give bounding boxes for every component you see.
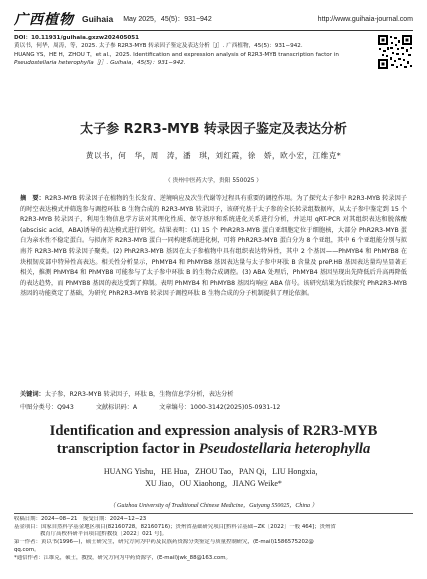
doi[interactable]: DOI：10.11931/guihaia.gxzw202405051 xyxy=(14,35,140,41)
citation-cn: 黄以书，何华，周涛，等，2025. 太子参 R2R3-MYB 转录因子鉴定及表达分析［J］. 广西植物，45(5)：931−942. xyxy=(14,43,303,50)
keywords-text: 太子参，R2R3-MYB 转录因子，环肽 B，生物信息学分析，表达分析 xyxy=(44,391,234,398)
keywords-cn xyxy=(20,390,407,400)
first-author-line2: qq.com。 xyxy=(14,546,40,553)
abstract-text: R2R3-MYB 转录因子在植物的生长发育、逆境响应及次生代谢等过程具有重要的调控作用。为了探究太子参中 R2R3-MYB 转录因子的时空表达模式并筛选参与调控环肽 B 生物合成的 R2R3-MYB 转录因子，该研究基于太子参的全长转录组数据库，从太子参中鉴定到 15 个 R2R3-MYB 转录因子，利用生物信息学方法对其理化性质、保守基序和系统进化关系进行分析，并运用 qRT-PCR 对其组织表达和脱落酸(abscisic acid，ABA)诱导的表达模式进行研究。结果表明：(1) 15 个 PhR2R3-MYB 蛋白亚细胞定位于细胞核，大部分 PhR2R3-MYB 蛋白为亲水性不稳定蛋白。与拟南芥 R2R3-MYB 蛋白一同构建系统进化树，可将 PhR2R3-MYB 蛋白分为 8 个亚组，其中 6 个亚组能分别与拟南芥 R2R3-MYB 转录因子聚类。(2) PhR2R3-MYB 基因在太子参植物中具有组织表达特异性，其中 2 个基因——PhMYB4 和 PhMYB8 在块根韧皮部中特异性高表达。相关性分析显示，PhMYB4 和 PhMYB8 基因表达量与太子参中环肽 B 含量及 preP.HB 基因表达量均呈显著正相关，推测 PhMYB4 和 PhMYB8 可能参与了太子参中环肽 B 的生物合成调控。(3) ABA 处理后，PhMYB4 基因呈现出先降低后升高再降低的表达趋势，而 PhMYB8 基因的表达受到了抑制。表明 PhMYB4 和 PhMYB8 基因均响应 ABA 信号。该研究结果为后续探究 PhR2R3-MYB 基因的功能奠定了基础，为研究 PhR2R3-MYB 转录因子调控环肽 B 生物合成的分子机制提供了理论依据。 xyxy=(20,195,407,298)
affiliation-cn: （ 贵州中医药大学，贵阳 550025 ） xyxy=(164,178,263,184)
journal-logo: 广西植物 xyxy=(14,12,74,28)
authors-en xyxy=(0,466,427,489)
keywords-label: 关键词： xyxy=(20,391,45,398)
footnotes xyxy=(14,516,413,562)
authors-en-line2: XU Jiao，OU Xiaohong，JIANG Weike* xyxy=(145,478,282,488)
citation-block xyxy=(14,34,354,68)
journal-website[interactable]: http://www.guihaia-journal.com xyxy=(317,15,413,23)
title-en-line2 xyxy=(0,440,427,458)
corresponding-author: *通信作者：江维克，硕士，教授，研究方向为中药资源学，(E-mail)jwk_88@163.com。 xyxy=(14,554,231,561)
citation-en-line2: Pseudostellaria heterophylla［J］. Guihaia，45(5)：931−942. xyxy=(14,60,186,67)
issue-info: May 2025，45(5)：931−942 xyxy=(123,16,212,23)
affiliation-en: （ Guizhou University of Traditional Chinese Medicine，Guiyang 550025，China ） xyxy=(109,503,318,509)
first-author-line1: 第一作者：黄以书(1996—)，硕士研究生，研究方向为中药及民族药资源分类鉴定与质量控制研究，(E-mail)1586575202@ xyxy=(14,539,314,546)
authors-en-line1: HUANG Yishu，HE Hua，ZHOU Tao，PAN Qi，LIU Hongxia， xyxy=(103,467,324,476)
clc-number: 中图分类号：Q943 xyxy=(20,404,74,411)
citation-en-line1: HUANG YS，HE H，ZHOU T，et al.，2025. Identification and expression analysis of R2R3-MYB transcription factor in xyxy=(14,51,339,58)
title-en-prefix: transcription factor in xyxy=(56,441,199,457)
fund-line1: 基金项目：国家自然科学基金地区项目(82160728，82160716)；贵州省基础研究项目[黔科合基础−ZK［2022］一般 464]；贵州省 xyxy=(14,523,336,530)
qr-code-icon xyxy=(377,34,413,70)
article-number: 文章编号：1000-3142(2025)05-0931-12 xyxy=(159,404,281,411)
article-title-cn: 太子参 R2R3-MYB 转录因子鉴定及表达分析 xyxy=(80,122,347,137)
abstract-cn xyxy=(20,194,407,300)
document-code: 文献标识码：A xyxy=(95,404,138,411)
abstract-label: 摘 要： xyxy=(20,195,45,202)
article-title-en xyxy=(0,422,427,458)
journal-name: Guihaia xyxy=(82,14,114,24)
received-date: 收稿日期：2024−08−21 接受日期：2024−12−23 xyxy=(14,516,147,522)
fund-line2: 教育厅高校科研平台项目[黔教技［2022］021 号]。 xyxy=(40,531,167,538)
species-name: Pseudostellaria heterophylla xyxy=(198,441,371,457)
classification-line xyxy=(20,402,407,411)
footnote-divider xyxy=(14,513,413,514)
journal-header xyxy=(14,8,413,31)
title-en-line1: Identification and expression analysis of R2R3-MYB xyxy=(49,423,378,439)
authors-cn: 黄以书，何 华，周 涛，潘 琪，刘红霞，徐 娇，欧小宏，江维克* xyxy=(85,151,342,160)
